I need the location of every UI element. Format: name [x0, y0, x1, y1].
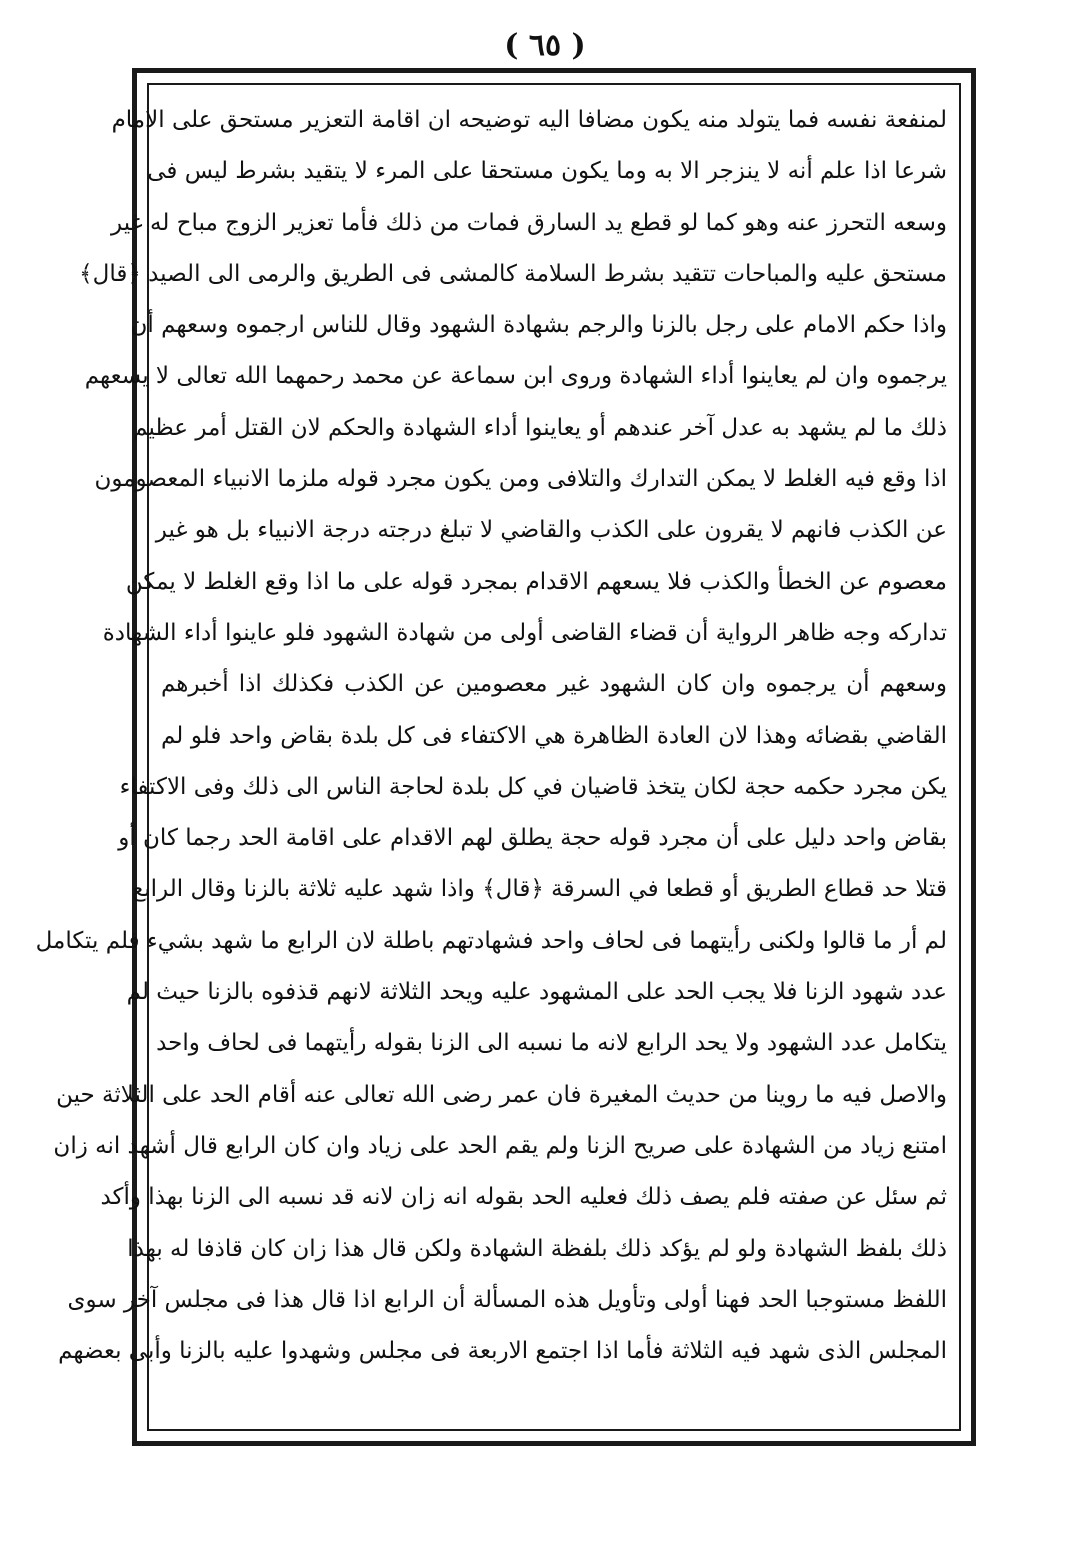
page-border [35, 68, 976, 1446]
text-line: شرعا اذا علم أنه لا ينزجر الا به وما يكون مستحقا على المرء لا يتقيد بشرط ليس فى [147, 158, 947, 185]
text-line: وسعه التحرز عنه وهو كما لو قطع يد السارق فمات من ذلك فأما تعزير الزوج مباح له غير [111, 209, 947, 236]
text-line: عدد شهود الزنا فلا يجب الحد على المشهود عليه ويحد الثلاثة لانهم قذفوه بالزنا حيث لم [126, 979, 947, 1006]
text-line: تداركه وجه ظاهر الرواية أن قضاء القاضى أولى من شهادة الشهود فلو عاينوا أداء الشهادة [102, 619, 947, 646]
text-line: والاصل فيه ما روينا من حديث المغيرة فان عمر رضى الله تعالى عنه أقام الحد على الثلاثة حين [56, 1081, 947, 1108]
text-line: ثم سئل عن صفته فلم يصف ذلك فعليه الحد بقوله انه زان لانه قد نسبه الى الزنا بهذا وأكد [100, 1184, 947, 1211]
text-line: اللفظ مستوجبا الحد فهنا أولى وتأويل هذه المسألة أن الرابع اذا قال هذا فى مجلس آخر سوى [67, 1286, 947, 1313]
text-line: لمنفعة نفسه فما يتولد منه يكون مضافا اليه توضيحه ان اقامة التعزير مستحق على الامام [111, 107, 947, 133]
inner-border [35, 83, 961, 1431]
text-line: يكن مجرد حكمه حجة لكان يتخذ قاضيان في كل بلدة لحاجة الناس الى ذلك وفى الاكتفاء [119, 773, 947, 800]
text-line: قتلا حد قطاع الطريق أو قطعا في السرقة ﴿قال﴾ واذا شهد عليه ثلاثة بالزنا وقال الرابع [132, 876, 947, 903]
text-line: القاضي بقضائه وهذا لان العادة الظاهرة هي الاكتفاء فى كل بلدة بقاض واحد فلو لم [161, 722, 947, 749]
text-line: امتنع زياد من الشهادة على صريح الزنا ولم يقم الحد على زياد وان كان الرابع قال أشهد انه زان [53, 1132, 947, 1159]
text-body [35, 95, 947, 1419]
text-line: معصوم عن الخطأ والكذب فلا يسعهم الاقدام بمجرد قوله على ما اذا وقع الغلط لا يمكن [125, 568, 947, 595]
page-number: ( ٦٥ ) [504, 28, 586, 63]
text-line: بقاض واحد دليل على أن مجرد قوله حجة يطلق لهم الاقدام على اقامة الحد رجما كان أو [118, 825, 947, 852]
text-line: لم أر ما قالوا ولكنى رأيتهما فى لحاف واحد فشهادتهم باطلة لان الرابع ما شهد بشيء فلم يتكامل [35, 927, 947, 954]
text-line: وسعهم أن يرجموه وان كان الشهود غير معصومين عن الكذب فكذلك اذا أخبرهم [161, 671, 947, 698]
text-line: ذلك بلفظ الشهادة ولو لم يؤكد ذلك بلفظة الشهادة ولكن قال هذا زان كان قاذفا له بهذا [127, 1235, 947, 1262]
text-line: مستحق عليه والمباحات تتقيد بشرط السلامة كالمشى فى الطريق والرمى الى الصيد ﴿قال﴾ [79, 260, 947, 287]
text-line: عن الكذب فانهم لا يقرون على الكذب والقاضي لا تبلغ درجته درجة الانبياء بل هو غير [155, 517, 947, 544]
text-line: يتكامل عدد الشهود ولا يحد الرابع لانه ما نسبه الى الزنا بقوله رأيتهما فى لحاف واحد [156, 1030, 947, 1057]
text-line: اذا وقع فيه الغلط لا يمكن التدارك والتلافى ومن يكون مجرد قوله ملزما الانبياء المعصومون [94, 466, 947, 493]
text-line: ذلك ما لم يشهد به عدل آخر عندهم أو يعاينوا أداء الشهادة والحكم لان القتل أمر عظيم [133, 414, 947, 441]
text-line: واذا حكم الامام على رجل بالزنا والرجم بشهادة الشهود وقال للناس ارجموه وسعهم أن [130, 312, 947, 339]
text-line: المجلس الذى شهد فيه الثلاثة فأما اذا اجتمع الاربعة فى مجلس وشهدوا عليه بالزنا وأبى بعضهم [58, 1338, 947, 1365]
text-line: يرجموه وان لم يعاينوا أداء الشهادة وروى ابن سماعة عن محمد رحمهما الله تعالى لا يسعهم [84, 363, 947, 390]
